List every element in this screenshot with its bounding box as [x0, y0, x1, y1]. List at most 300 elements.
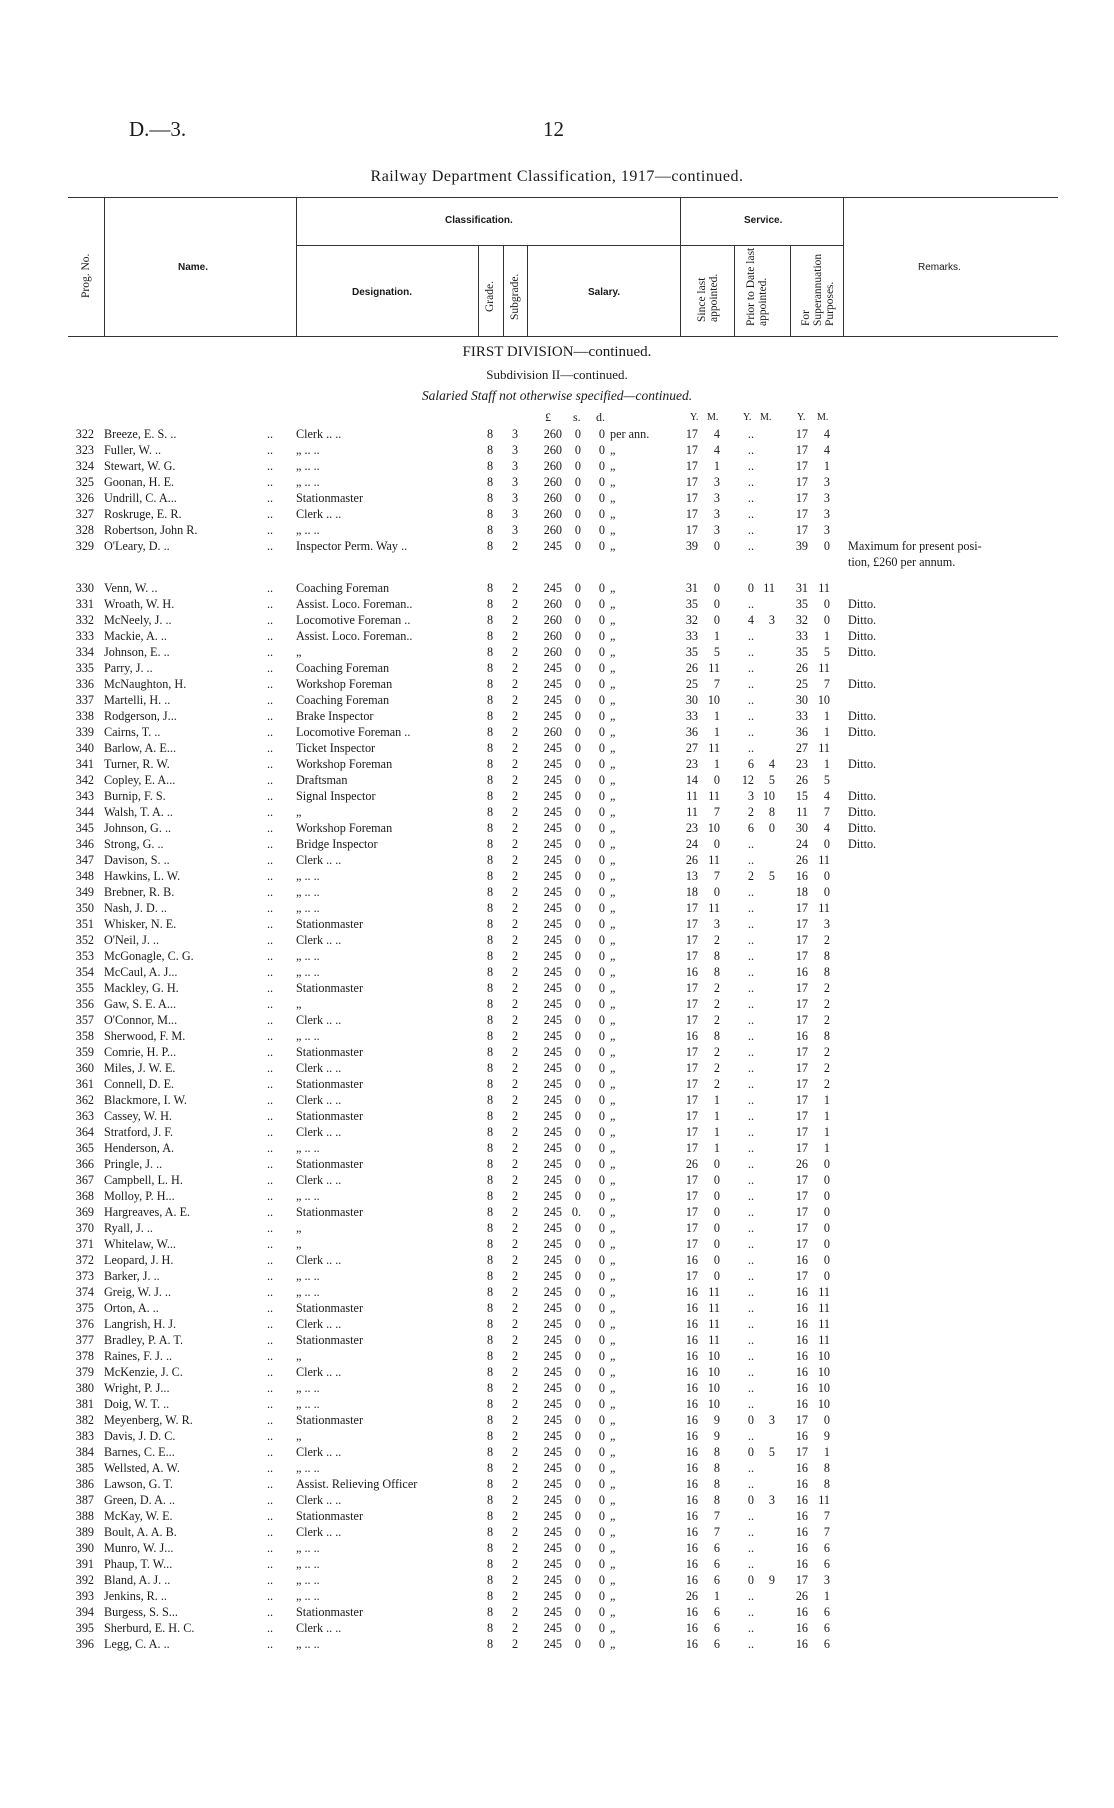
cell-since-last-months: 0 — [713, 773, 720, 787]
cell-super-months: 8 — [823, 965, 830, 979]
cell-grade: 8 — [486, 1445, 494, 1459]
cell-since-last-years: 16 — [685, 965, 698, 979]
cell-prior-years: .. — [747, 981, 754, 995]
division-heading: FIRST DIVISION—continued. — [462, 344, 652, 360]
cell-leader-dots: .. — [267, 1365, 274, 1379]
cell-since-last-years: 33 — [685, 629, 698, 643]
cell-salary-pence: 0 — [598, 1237, 605, 1251]
cell-grade: 8 — [486, 507, 494, 521]
cell-staff-name: Raines, F. J. .. — [104, 1349, 173, 1363]
cell-salary-note: „ — [610, 1541, 616, 1555]
cell-prior-years: .. — [747, 661, 754, 675]
cell-leader-dots: .. — [267, 475, 274, 489]
cell-leader-dots: .. — [267, 885, 274, 899]
cell-salary-shillings: 0 — [574, 837, 581, 851]
table-row — [0, 1220, 1114, 1236]
cell-super-years: 11 — [796, 805, 808, 819]
cell-leader-dots: .. — [267, 1397, 274, 1411]
cell-staff-name: Bradley, P. A. T. — [104, 1333, 183, 1347]
table-row — [0, 676, 1114, 692]
table-row — [0, 1044, 1114, 1060]
cell-salary-note: „ — [610, 773, 616, 787]
cell-prog-number: 345 — [75, 821, 94, 835]
cell-since-last-years: 16 — [685, 1029, 698, 1043]
cell-prior-years: .. — [747, 997, 754, 1011]
cell-staff-name: Burgess, S. S... — [104, 1605, 178, 1619]
cell-since-last-months: 6 — [713, 1605, 720, 1619]
cell-since-last-months: 1 — [713, 459, 720, 473]
cell-since-last-months: 6 — [713, 1573, 720, 1587]
cell-since-last-years: 16 — [685, 1525, 698, 1539]
cell-prior-months: 5 — [768, 773, 775, 787]
cell-prog-number: 377 — [75, 1333, 94, 1347]
cell-designation: Stationmaster — [296, 1109, 364, 1123]
cell-super-months: 9 — [823, 1429, 830, 1443]
cell-subgrade: 2 — [511, 901, 519, 915]
cell-salary-note: „ — [610, 1573, 616, 1587]
cell-leader-dots: .. — [267, 427, 274, 441]
cell-subgrade: 2 — [511, 1285, 519, 1299]
cell-since-last-years: 17 — [685, 523, 698, 537]
cell-since-last-months: 2 — [713, 933, 720, 947]
cell-super-years: 16 — [795, 1301, 808, 1315]
cell-leader-dots: .. — [267, 1573, 274, 1587]
cell-salary-pence: 0 — [598, 1541, 605, 1555]
cell-grade: 8 — [486, 997, 494, 1011]
cell-leader-dots: .. — [267, 1349, 274, 1363]
cell-super-months: 6 — [823, 1541, 830, 1555]
cell-grade: 8 — [486, 1541, 494, 1555]
cell-designation: Clerk .. .. — [296, 853, 342, 867]
cell-subgrade: 2 — [511, 677, 519, 691]
cell-super-months: 4 — [823, 427, 830, 441]
cell-salary-pence: 0 — [598, 645, 605, 659]
cell-leader-dots: .. — [267, 1029, 274, 1043]
table-row — [0, 1300, 1114, 1316]
cell-prior-years: .. — [747, 427, 754, 441]
cell-super-years: 17 — [795, 1061, 808, 1075]
staff-table-body — [0, 426, 1114, 1652]
cell-since-last-months: 6 — [713, 1621, 720, 1635]
cell-salary-shillings: 0 — [574, 523, 581, 537]
cell-prog-number: 381 — [75, 1397, 94, 1411]
cell-leader-dots: .. — [267, 853, 274, 867]
cell-prog-number: 375 — [75, 1301, 94, 1315]
cell-super-years: 17 — [795, 1077, 808, 1091]
table-row — [0, 426, 1114, 442]
cell-subgrade: 3 — [511, 427, 519, 441]
cell-salary-pounds: 245 — [543, 693, 562, 707]
cell-prog-number: 374 — [75, 1285, 94, 1299]
cell-subgrade: 2 — [511, 1269, 519, 1283]
cell-salary-pence: 0 — [598, 1589, 605, 1603]
cell-salary-note: „ — [610, 443, 616, 457]
cell-designation: Bridge Inspector — [296, 837, 378, 851]
cell-salary-pence: 0 — [598, 677, 605, 691]
cell-salary-note: „ — [610, 491, 616, 505]
cell-salary-note: „ — [610, 1301, 616, 1315]
cell-subgrade: 2 — [511, 757, 519, 771]
cell-since-last-years: 24 — [685, 837, 698, 851]
cell-super-years: 16 — [795, 1429, 808, 1443]
cell-prior-years: .. — [747, 1125, 754, 1139]
cell-prior-months: 3 — [768, 1493, 775, 1507]
cell-super-months: 11 — [818, 1285, 830, 1299]
cell-staff-name: Jenkins, R. .. — [104, 1589, 167, 1603]
cell-salary-note: „ — [610, 709, 616, 723]
cell-remarks: Ditto. — [848, 677, 877, 691]
cell-remarks: Ditto. — [848, 597, 877, 611]
cell-salary-pounds: 245 — [543, 1477, 562, 1491]
cell-prog-number: 396 — [75, 1637, 94, 1651]
cell-prior-years: .. — [747, 837, 754, 851]
cell-salary-note: „ — [610, 1061, 616, 1075]
cell-leader-dots: .. — [267, 459, 274, 473]
cell-salary-pence: 0 — [598, 1637, 605, 1651]
cell-super-years: 26 — [795, 773, 808, 787]
cell-salary-shillings: 0 — [574, 1349, 581, 1363]
cell-salary-shillings: 0 — [574, 1125, 581, 1139]
cell-prog-number: 329 — [75, 539, 94, 553]
table-row — [0, 458, 1114, 474]
cell-leader-dots: .. — [267, 491, 274, 505]
cell-since-last-months: 8 — [713, 1493, 720, 1507]
cell-salary-pence: 0 — [598, 949, 605, 963]
cell-leader-dots: .. — [267, 523, 274, 537]
cell-subgrade: 2 — [511, 741, 519, 755]
cell-subgrade: 2 — [511, 1045, 519, 1059]
cell-super-months: 3 — [823, 475, 830, 489]
cell-prog-number: 346 — [75, 837, 94, 851]
cell-leader-dots: .. — [267, 693, 274, 707]
table-row — [0, 1316, 1114, 1332]
cell-designation: Stationmaster — [296, 1205, 364, 1219]
cell-since-last-years: 16 — [685, 1381, 698, 1395]
cell-since-last-years: 16 — [685, 1477, 698, 1491]
cell-salary-pence: 0 — [598, 821, 605, 835]
cell-leader-dots: .. — [267, 917, 274, 931]
cell-designation: „ .. .. — [296, 1573, 320, 1587]
cell-leader-dots: .. — [267, 1301, 274, 1315]
cell-since-last-months: 0 — [713, 837, 720, 851]
cell-salary-note: „ — [610, 1365, 616, 1379]
cell-grade: 8 — [486, 427, 494, 441]
cell-leader-dots: .. — [267, 1221, 274, 1235]
cell-subgrade: 2 — [511, 1621, 519, 1635]
cell-designation: Stationmaster — [296, 1077, 364, 1091]
cell-salary-pounds: 245 — [543, 1605, 562, 1619]
cell-super-years: 15 — [795, 789, 808, 803]
cell-super-months: 7 — [823, 805, 830, 819]
table-row — [0, 1556, 1114, 1572]
cell-subgrade: 2 — [511, 773, 519, 787]
cell-prior-years: .. — [747, 1637, 754, 1651]
cell-prior-years: .. — [747, 1525, 754, 1539]
cell-staff-name: Fuller, W. .. — [104, 443, 162, 457]
cell-salary-pounds: 245 — [543, 1637, 562, 1651]
table-row — [0, 1620, 1114, 1636]
cell-staff-name: Ryall, J. .. — [104, 1221, 153, 1235]
cell-designation: Clerk .. .. — [296, 427, 342, 441]
table-row — [0, 1476, 1114, 1492]
table-row — [0, 612, 1114, 628]
cell-salary-note: „ — [610, 539, 616, 553]
cell-prog-number: 324 — [75, 459, 94, 473]
cell-since-last-months: 6 — [713, 1557, 720, 1571]
cell-leader-dots: .. — [267, 629, 274, 643]
cell-since-last-years: 17 — [685, 1077, 698, 1091]
table-row — [0, 1252, 1114, 1268]
table-row — [0, 772, 1114, 788]
cell-staff-name: Whitelaw, W... — [104, 1237, 176, 1251]
cell-since-last-months: 10 — [707, 1381, 720, 1395]
cell-salary-shillings: 0 — [574, 1237, 581, 1251]
cell-super-years: 17 — [795, 1573, 808, 1587]
cell-designation: Workshop Foreman — [296, 757, 393, 771]
cell-grade: 8 — [486, 1333, 494, 1347]
cell-prior-years: 6 — [747, 821, 754, 835]
cell-since-last-months: 3 — [713, 523, 720, 537]
cell-salary-pounds: 245 — [543, 1429, 562, 1443]
cell-since-last-months: 5 — [713, 645, 720, 659]
cell-salary-pounds: 245 — [543, 1109, 562, 1123]
cell-since-last-months: 8 — [713, 1029, 720, 1043]
cell-staff-name: Whisker, N. E. — [104, 917, 177, 931]
cell-salary-note: „ — [610, 1349, 616, 1363]
cell-salary-pounds: 260 — [543, 597, 562, 611]
cell-salary-note: „ — [610, 1589, 616, 1603]
table-row — [0, 1236, 1114, 1252]
cell-prog-number: 339 — [75, 725, 94, 739]
cell-salary-note: „ — [610, 1445, 616, 1459]
cell-subgrade: 2 — [511, 661, 519, 675]
cell-salary-pounds: 245 — [543, 1173, 562, 1187]
cell-since-last-years: 23 — [685, 821, 698, 835]
cell-staff-name: Rodgerson, J... — [104, 709, 177, 723]
cell-grade: 8 — [486, 645, 494, 659]
cell-prog-number: 360 — [75, 1061, 94, 1075]
cell-designation: Clerk .. .. — [296, 1525, 342, 1539]
cell-prior-years: .. — [747, 597, 754, 611]
cell-designation: Stationmaster — [296, 1605, 364, 1619]
unit-years-super: Y. — [797, 412, 806, 423]
cell-salary-pence: 0 — [598, 965, 605, 979]
cell-designation: Workshop Foreman — [296, 677, 393, 691]
cell-grade: 8 — [486, 1349, 494, 1363]
cell-since-last-months: 4 — [713, 427, 720, 441]
cell-super-months: 1 — [823, 1093, 830, 1107]
cell-salary-pence: 0 — [598, 1413, 605, 1427]
cell-leader-dots: .. — [267, 725, 274, 739]
cell-super-months: 1 — [823, 459, 830, 473]
cell-prior-years: .. — [747, 1509, 754, 1523]
cell-salary-note: „ — [610, 997, 616, 1011]
cell-salary-pounds: 245 — [543, 677, 562, 691]
cell-prog-number: 394 — [75, 1605, 94, 1619]
cell-staff-name: Stratford, J. F. — [104, 1125, 174, 1139]
cell-prior-years: .. — [747, 693, 754, 707]
cell-salary-pence: 0 — [598, 475, 605, 489]
table-row — [0, 1108, 1114, 1124]
cell-designation: Locomotive Foreman .. — [296, 725, 411, 739]
cell-grade: 8 — [486, 1413, 494, 1427]
cell-salary-pounds: 245 — [543, 853, 562, 867]
cell-salary-pounds: 245 — [543, 1397, 562, 1411]
cell-subgrade: 2 — [511, 725, 519, 739]
table-row — [0, 1572, 1114, 1588]
cell-salary-pounds: 245 — [543, 1589, 562, 1603]
table-row — [0, 1012, 1114, 1028]
cell-subgrade: 2 — [511, 1173, 519, 1187]
cell-since-last-months: 0 — [713, 539, 720, 553]
cell-subgrade: 2 — [511, 1397, 519, 1411]
cell-since-last-years: 16 — [685, 1285, 698, 1299]
cell-salary-pounds: 245 — [543, 741, 562, 755]
cell-super-years: 17 — [795, 981, 808, 995]
cell-salary-shillings: 0 — [574, 965, 581, 979]
cell-designation: Clerk .. .. — [296, 1365, 342, 1379]
cell-prog-number: 388 — [75, 1509, 94, 1523]
cell-salary-shillings: 0 — [574, 1509, 581, 1523]
cell-super-months: 10 — [817, 1397, 830, 1411]
cell-salary-shillings: 0 — [574, 1269, 581, 1283]
cell-prior-years: .. — [747, 1061, 754, 1075]
cell-salary-shillings: 0 — [574, 821, 581, 835]
cell-super-months: 0 — [823, 885, 830, 899]
cell-super-months: 0 — [823, 1253, 830, 1267]
cell-salary-pence: 0 — [598, 789, 605, 803]
cell-since-last-years: 16 — [685, 1557, 698, 1571]
cell-since-last-years: 16 — [685, 1333, 698, 1347]
cell-staff-name: Copley, E. A... — [104, 773, 176, 787]
cell-salary-note: „ — [610, 1269, 616, 1283]
cell-since-last-years: 16 — [685, 1349, 698, 1363]
cell-designation: Stationmaster — [296, 491, 364, 505]
cell-salary-pounds: 245 — [543, 1253, 562, 1267]
cell-leader-dots: .. — [267, 869, 274, 883]
cell-salary-note: „ — [610, 1285, 616, 1299]
cell-prior-years: .. — [747, 1349, 754, 1363]
cell-salary-pounds: 245 — [543, 965, 562, 979]
cell-super-years: 17 — [795, 1237, 808, 1251]
cell-subgrade: 2 — [511, 1237, 519, 1251]
cell-since-last-months: 0 — [713, 581, 720, 595]
cell-designation: Clerk .. .. — [296, 507, 342, 521]
cell-designation: Clerk .. .. — [296, 1317, 342, 1331]
cell-prog-number: 382 — [75, 1413, 94, 1427]
cell-since-last-months: 11 — [708, 789, 720, 803]
cell-grade: 8 — [486, 1205, 494, 1219]
cell-salary-pounds: 245 — [543, 1269, 562, 1283]
cell-salary-note: „ — [610, 885, 616, 899]
cell-since-last-months: 10 — [707, 1397, 720, 1411]
cell-prog-number: 350 — [75, 901, 94, 915]
cell-super-years: 17 — [795, 1045, 808, 1059]
cell-prog-number: 336 — [75, 677, 94, 691]
cell-super-years: 17 — [795, 491, 808, 505]
cell-prior-years: .. — [747, 949, 754, 963]
cell-salary-pounds: 245 — [543, 805, 562, 819]
cell-super-years: 17 — [795, 427, 808, 441]
cell-super-months: 10 — [817, 1365, 830, 1379]
header-classification: Classification. — [445, 215, 513, 226]
cell-staff-name: O'Leary, D. .. — [104, 539, 170, 553]
cell-since-last-months: 0 — [713, 1173, 720, 1187]
cell-remarks: Ditto. — [848, 789, 877, 803]
cell-since-last-months: 11 — [708, 853, 720, 867]
cell-subgrade: 2 — [511, 1461, 519, 1475]
cell-salary-note: „ — [610, 853, 616, 867]
cell-salary-pence: 0 — [598, 1493, 605, 1507]
cell-staff-name: Pringle, J. .. — [104, 1157, 163, 1171]
table-row — [0, 1492, 1114, 1508]
cell-prior-years: .. — [747, 1301, 754, 1315]
cell-leader-dots: .. — [267, 1413, 274, 1427]
table-row — [0, 628, 1114, 644]
cell-subgrade: 3 — [511, 475, 519, 489]
cell-prior-years: .. — [747, 459, 754, 473]
cell-prog-number: 370 — [75, 1221, 94, 1235]
cell-grade: 8 — [486, 949, 494, 963]
cell-leader-dots: .. — [267, 741, 274, 755]
cell-super-years: 33 — [795, 629, 808, 643]
cell-designation: Stationmaster — [296, 1413, 364, 1427]
cell-super-months: 4 — [823, 443, 830, 457]
page-title: Railway Department Classification, 1917—continued. — [370, 168, 744, 185]
header-salary: Salary. — [588, 287, 621, 298]
cell-remarks: Maximum for present posi- — [848, 539, 982, 553]
cell-salary-note: „ — [610, 1125, 616, 1139]
cell-salary-shillings: 0 — [574, 1061, 581, 1075]
cell-subgrade: 2 — [511, 949, 519, 963]
cell-super-years: 16 — [795, 1541, 808, 1555]
cell-salary-pence: 0 — [598, 1093, 605, 1107]
cell-salary-note: „ — [610, 965, 616, 979]
cell-salary-pence: 0 — [598, 1141, 605, 1155]
cell-subgrade: 2 — [511, 1493, 519, 1507]
cell-salary-pounds: 245 — [543, 757, 562, 771]
table-row — [0, 884, 1114, 900]
row-spacer — [0, 570, 1114, 580]
cell-subgrade: 2 — [511, 853, 519, 867]
table-row — [0, 1412, 1114, 1428]
cell-subgrade: 2 — [511, 1413, 519, 1427]
cell-salary-shillings: 0 — [574, 1093, 581, 1107]
cell-prog-number: 343 — [75, 789, 94, 803]
cell-prior-years: .. — [747, 917, 754, 931]
cell-since-last-months: 11 — [708, 1333, 720, 1347]
cell-leader-dots: .. — [267, 789, 274, 803]
table-row — [0, 1172, 1114, 1188]
cell-leader-dots: .. — [267, 661, 274, 675]
cell-prior-years: .. — [747, 1157, 754, 1171]
cell-designation: „ .. .. — [296, 869, 320, 883]
cell-since-last-months: 2 — [713, 1045, 720, 1059]
cell-designation: Workshop Foreman — [296, 821, 393, 835]
cell-designation: „ .. .. — [296, 1141, 320, 1155]
cell-prior-years: .. — [747, 741, 754, 755]
cell-staff-name: Lawson, G. T. — [104, 1477, 173, 1491]
cell-designation: Inspector Perm. Way .. — [296, 539, 408, 553]
cell-salary-pounds: 260 — [543, 523, 562, 537]
cell-salary-note: „ — [610, 901, 616, 915]
cell-prog-number: 347 — [75, 853, 94, 867]
cell-staff-name: Campbell, L. H. — [104, 1173, 183, 1187]
cell-salary-note: „ — [610, 757, 616, 771]
cell-salary-shillings: 0 — [574, 1157, 581, 1171]
cell-since-last-months: 3 — [713, 917, 720, 931]
cell-since-last-years: 11 — [686, 789, 698, 803]
